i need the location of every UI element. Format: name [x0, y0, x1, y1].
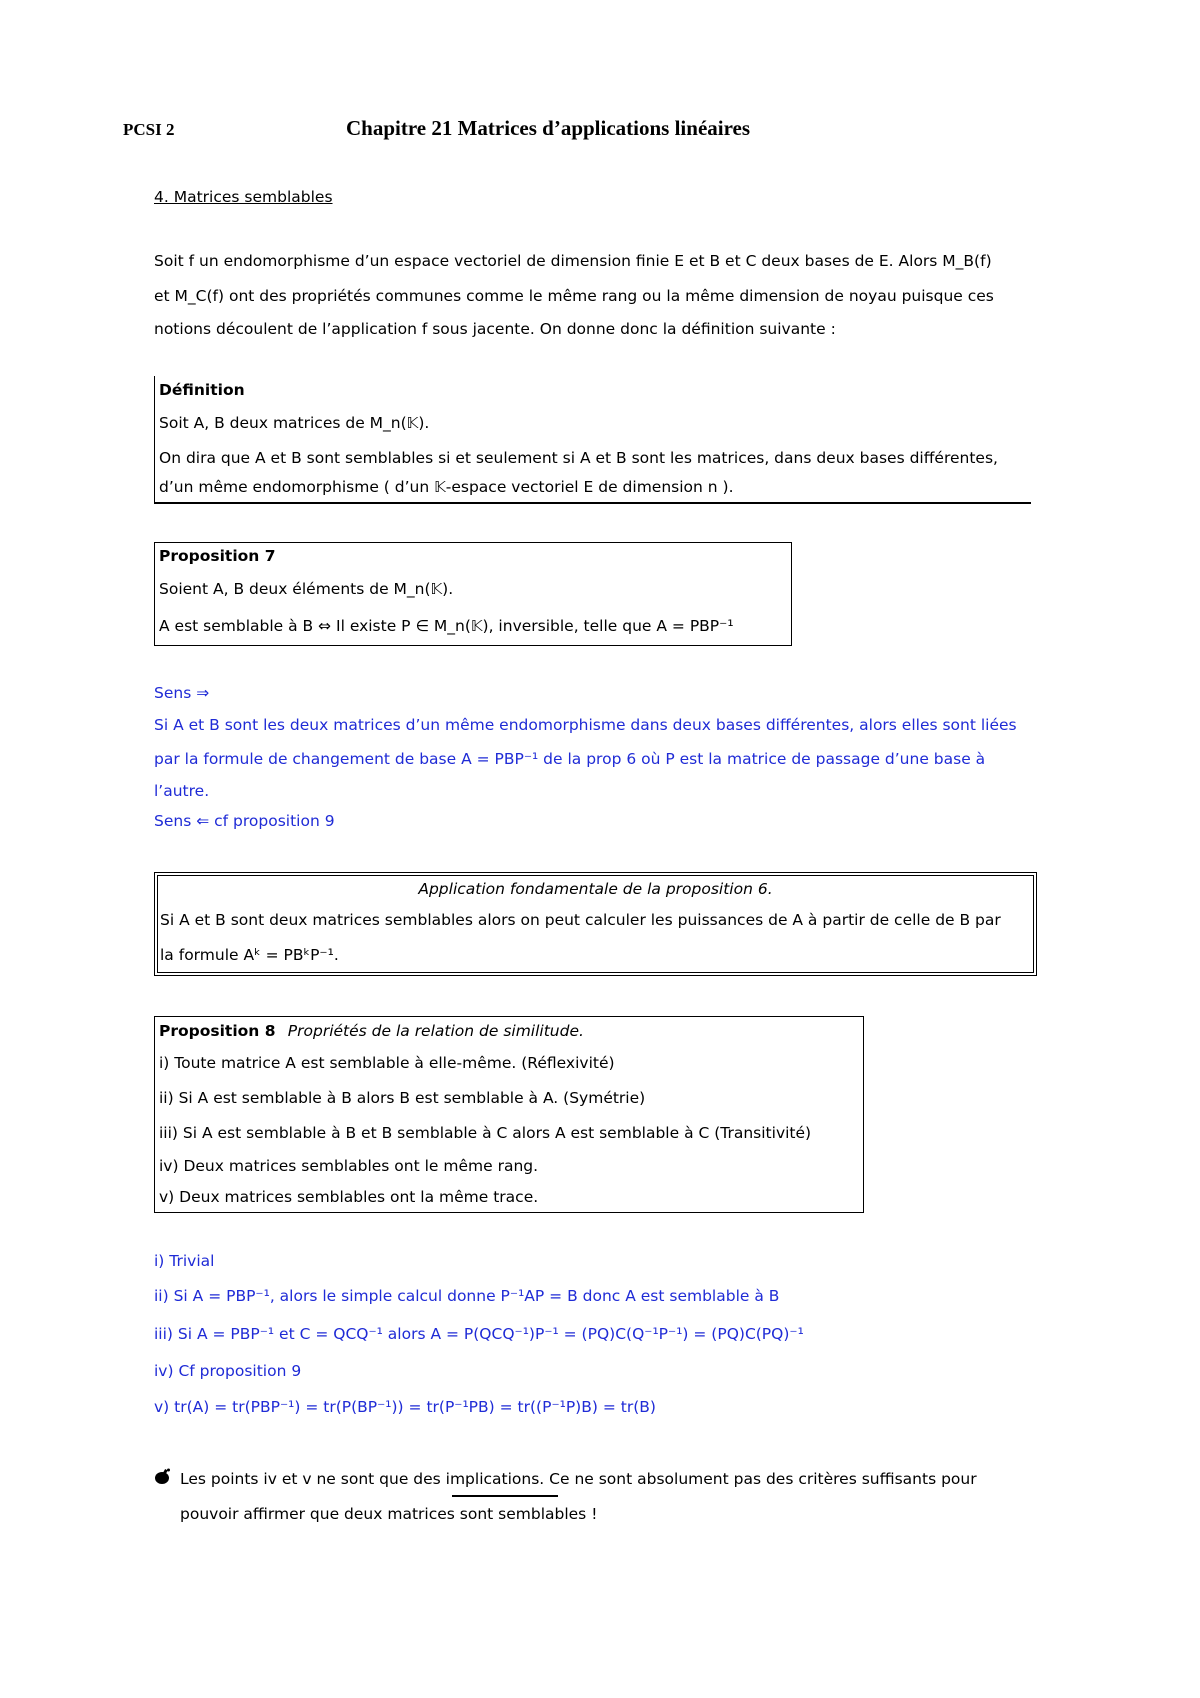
proof-8-item-2: ii) Si A = PBP⁻¹, alors le simple calcul donne P⁻¹AP = B donc A est semblable à B: [154, 1287, 780, 1305]
definition-line-2: On dira que A et B sont semblables si et seulement si A et B sont les matrices, dans deux bases différentes,: [159, 449, 998, 467]
remark-line-1: Les points iv et v ne sont que des implications. Ce ne sont absolument pas des critères suffisants pour: [180, 1470, 977, 1488]
proposition-8-item-1: i) Toute matrice A est semblable à elle-même. (Réflexivité): [159, 1054, 615, 1072]
pointing-hand-icon: [154, 1467, 172, 1485]
proposition-8-item-4: iv) Deux matrices semblables ont le même rang.: [159, 1157, 539, 1175]
application-line-1: Si A et B sont deux matrices semblables alors on peut calculer les puissances de A à partir de celle de B par: [160, 911, 1001, 929]
proposition-8-item-2: ii) Si A est semblable à B alors B est semblable à A. (Symétrie): [159, 1089, 646, 1107]
proof-8-item-3: iii) Si A = PBP⁻¹ et C = QCQ⁻¹ alors A = P(QCQ⁻¹)P⁻¹ = (PQ)C(Q⁻¹P⁻¹) = (PQ)C(PQ)⁻¹: [154, 1325, 804, 1343]
proposition-8-title: Proposition 8: [159, 1022, 276, 1040]
proposition-8-item-3: iii) Si A est semblable à B et B semblable à C alors A est semblable à C (Transitivité): [159, 1124, 812, 1142]
definition-title: Définition: [159, 381, 245, 399]
proposition-8-item-5: v) Deux matrices semblables ont la même trace.: [159, 1188, 539, 1206]
proof-8-item-5: v) tr(A) = tr(PBP⁻¹) = tr(P(BP⁻¹)) = tr(P⁻¹PB) = tr((P⁻¹P)B) = tr(B): [154, 1398, 656, 1416]
proposition-8-box: [154, 1016, 864, 1213]
proof-8-item-4: iv) Cf proposition 9: [154, 1362, 302, 1380]
proposition-8-heading: [159, 1021, 584, 1041]
proposition-7-title: Proposition 7: [159, 547, 276, 565]
implications-underline: [452, 1495, 558, 1497]
intro-line-3: notions découlent de l’application f sous jacente. On donne donc la définition suivante :: [154, 320, 836, 338]
proof-7-line-1: Si A et B sont les deux matrices d’un même endomorphisme dans deux bases différentes, alors elles sont liées: [154, 716, 1017, 734]
proof-7-line-2: par la formule de changement de base A = PBP⁻¹ de la prop 6 où P est la matrice de passage d’une base à: [154, 750, 986, 768]
intro-line-2: et M_C(f) ont des propriétés communes comme le même rang ou la même dimension de noyau puisque ces: [154, 287, 994, 305]
section-title: 4. Matrices semblables: [154, 188, 333, 206]
proposition-7-line-2: A est semblable à B ⇔ Il existe P ∈ M_n(𝕂), inversible, telle que A = PBP⁻¹: [159, 617, 734, 635]
proof-sens-direct: Sens ⇒: [154, 684, 210, 702]
proposition-7-line-1: Soient A, B deux éléments de M_n(𝕂).: [159, 580, 454, 598]
class-code: PCSI 2: [123, 120, 175, 139]
proof-8-item-1: i) Trivial: [154, 1252, 215, 1270]
definition-line-3: d’un même endomorphisme ( d’un 𝕂-espace vectoriel E de dimension n ).: [159, 478, 734, 496]
application-line-2: la formule Aᵏ = PBᵏP⁻¹.: [160, 946, 339, 964]
intro-line-1: Soit f un endomorphisme d’un espace vectoriel de dimension finie E et B et C deux bases de E. Alors M_B(f): [154, 252, 992, 270]
application-title: Application fondamentale de la proposition 6.: [418, 880, 773, 898]
definition-line-1: Soit A, B deux matrices de M_n(𝕂).: [159, 414, 430, 432]
proof-sens-reciprocal: Sens ⇐ cf proposition 9: [154, 812, 335, 830]
proposition-8-subtitle: Propriétés de la relation de similitude.: [287, 1022, 584, 1040]
chapter-title: Chapitre 21 Matrices d’applications linéaires: [346, 116, 751, 140]
remark-line-2: pouvoir affirmer que deux matrices sont semblables !: [180, 1505, 598, 1523]
proof-7-line-3: l’autre.: [154, 782, 210, 800]
